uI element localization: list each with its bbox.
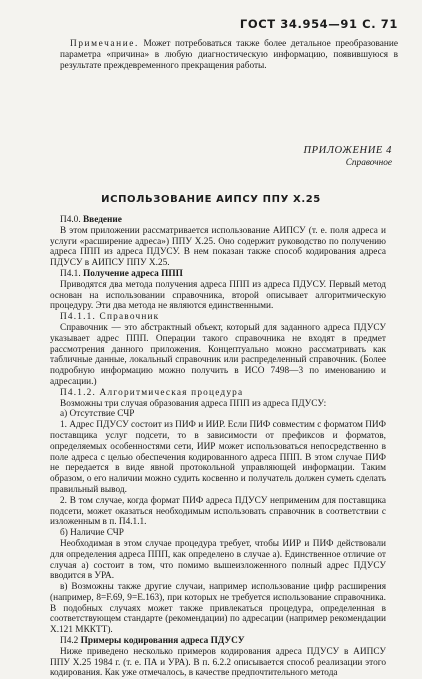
paragraph: 2. В том случае, когда формат ПИФ адреса ПДУСУ неприменим для поставщика подсети, может оказаться необходимым использовать справочник в соответствии с изложенным в п. П4.1.1. [50, 495, 386, 528]
section-heading: П4.0. Введение [60, 215, 122, 225]
section-heading: П4.2 Примеры кодирования адреса ПДУСУ [60, 636, 245, 647]
paragraph: а) Отсутствие СЧР [60, 409, 135, 420]
paragraph: Справочник — это абстрактный объект, который для заданного адреса ПДУСУ указывает адрес ППП. Операции такого справочника не входят в предмет рассмотрения данного приложения. Концептуально можно рассматривать как табличные данные, локальный справочник или распределенный справочник. (Более подробную информацию можно получить в ИСО 7498—3 по именованию и адресации.) [50, 322, 386, 387]
paragraph: 1. Адрес ПДУСУ состоит из ПИФ и ИИР. Если ПИФ совместим с форматом ПИФ поставщика услуг подсети, то в зависимости от префиксов и форматов, определяемых особенностями сети, ИИР может использоваться непосредственно в поле адреса с целью обеспечения кодированного адреса ППП. В этом случае ПИФ не передается в виде явной протокольной управляющей информации. Таким образом, о его наличии можно судить косвенно и получатель должен суметь сделать правильный вывод. [50, 420, 386, 495]
note-text: Может потребоваться также более детальное преобразование параметра «причина» в любую диагностическую информацию, появившуюся в результате преждевременного прекращения работы. [60, 39, 398, 72]
paragraph: Возможны три случая образования адреса ППП из адреса ПДУСУ: [60, 398, 327, 409]
paragraph: б) Наличие СЧР [60, 528, 124, 539]
note-paragraph [60, 39, 398, 73]
paragraph: Приводятся два метода получения адреса ППП из адреса ПДУСУ. Первый метод основан на использовании справочника, второй описывает алгоритмическую процедуру. Эти два метода не являются единственными. [50, 279, 386, 312]
subsection-heading: П4.1.2. Алгоритмическая процедура [60, 387, 244, 398]
appendix-title: ПРИЛОЖЕНИЕ 4 [303, 145, 392, 156]
document-title: ИСПОЛЬЗОВАНИЕ АИПСУ ППУ Х.25 [101, 194, 321, 205]
subsection-heading: П4.1.1. Справочник [60, 312, 160, 323]
page-header: ГОСТ 34.954—91 С. 71 [239, 17, 398, 31]
paragraph: Ниже приведено несколько примеров кодирования адреса ПДУСУ в АИПСУ ППУ Х.25 1984 г. (т. е. ПА и УРА). В п. 6.2.2 описывается способ реализации этого кодирования. Как уже отмечалось, в качестве предпочтительного метода [50, 646, 386, 679]
note-lead: Примечание. [70, 39, 139, 49]
paragraph: в) Возможны также другие случаи, например использование цифр расширения (например, 8=F.69, 9=E.163), при которых не требуется использование справочника. В подобных случаях может также привлекаться процедура, определенная в соответствующем стандарте (рекомендации) по адресации (например рекомендации Х.121 МККТТ). [50, 582, 386, 636]
appendix-label [303, 145, 392, 168]
section-heading: П4.1. Получение адреса ППП [60, 268, 183, 279]
appendix-subtitle: Справочное [345, 158, 392, 168]
paragraph: В этом приложении рассматривается использование АИПСУ (т. е. поля адреса и услуги «расширение адреса») ППУ Х.25. Оно содержит руководство по получению адреса ППП из адреса ПДУСУ. В нем показан также способ кодирования адреса ПДУСУ в АИПСУ ППУ Х.25. [50, 225, 386, 269]
paragraph: Необходимая в этом случае процедура требует, чтобы ИИР и ПИФ действовали для определения адреса ППП, как определено в случае а). Единственное отличие от случая а) состоит в том, что помимо вышеизложенного полный адрес ПДУСУ вводится в УРА. [50, 538, 386, 582]
document-body [50, 215, 386, 679]
